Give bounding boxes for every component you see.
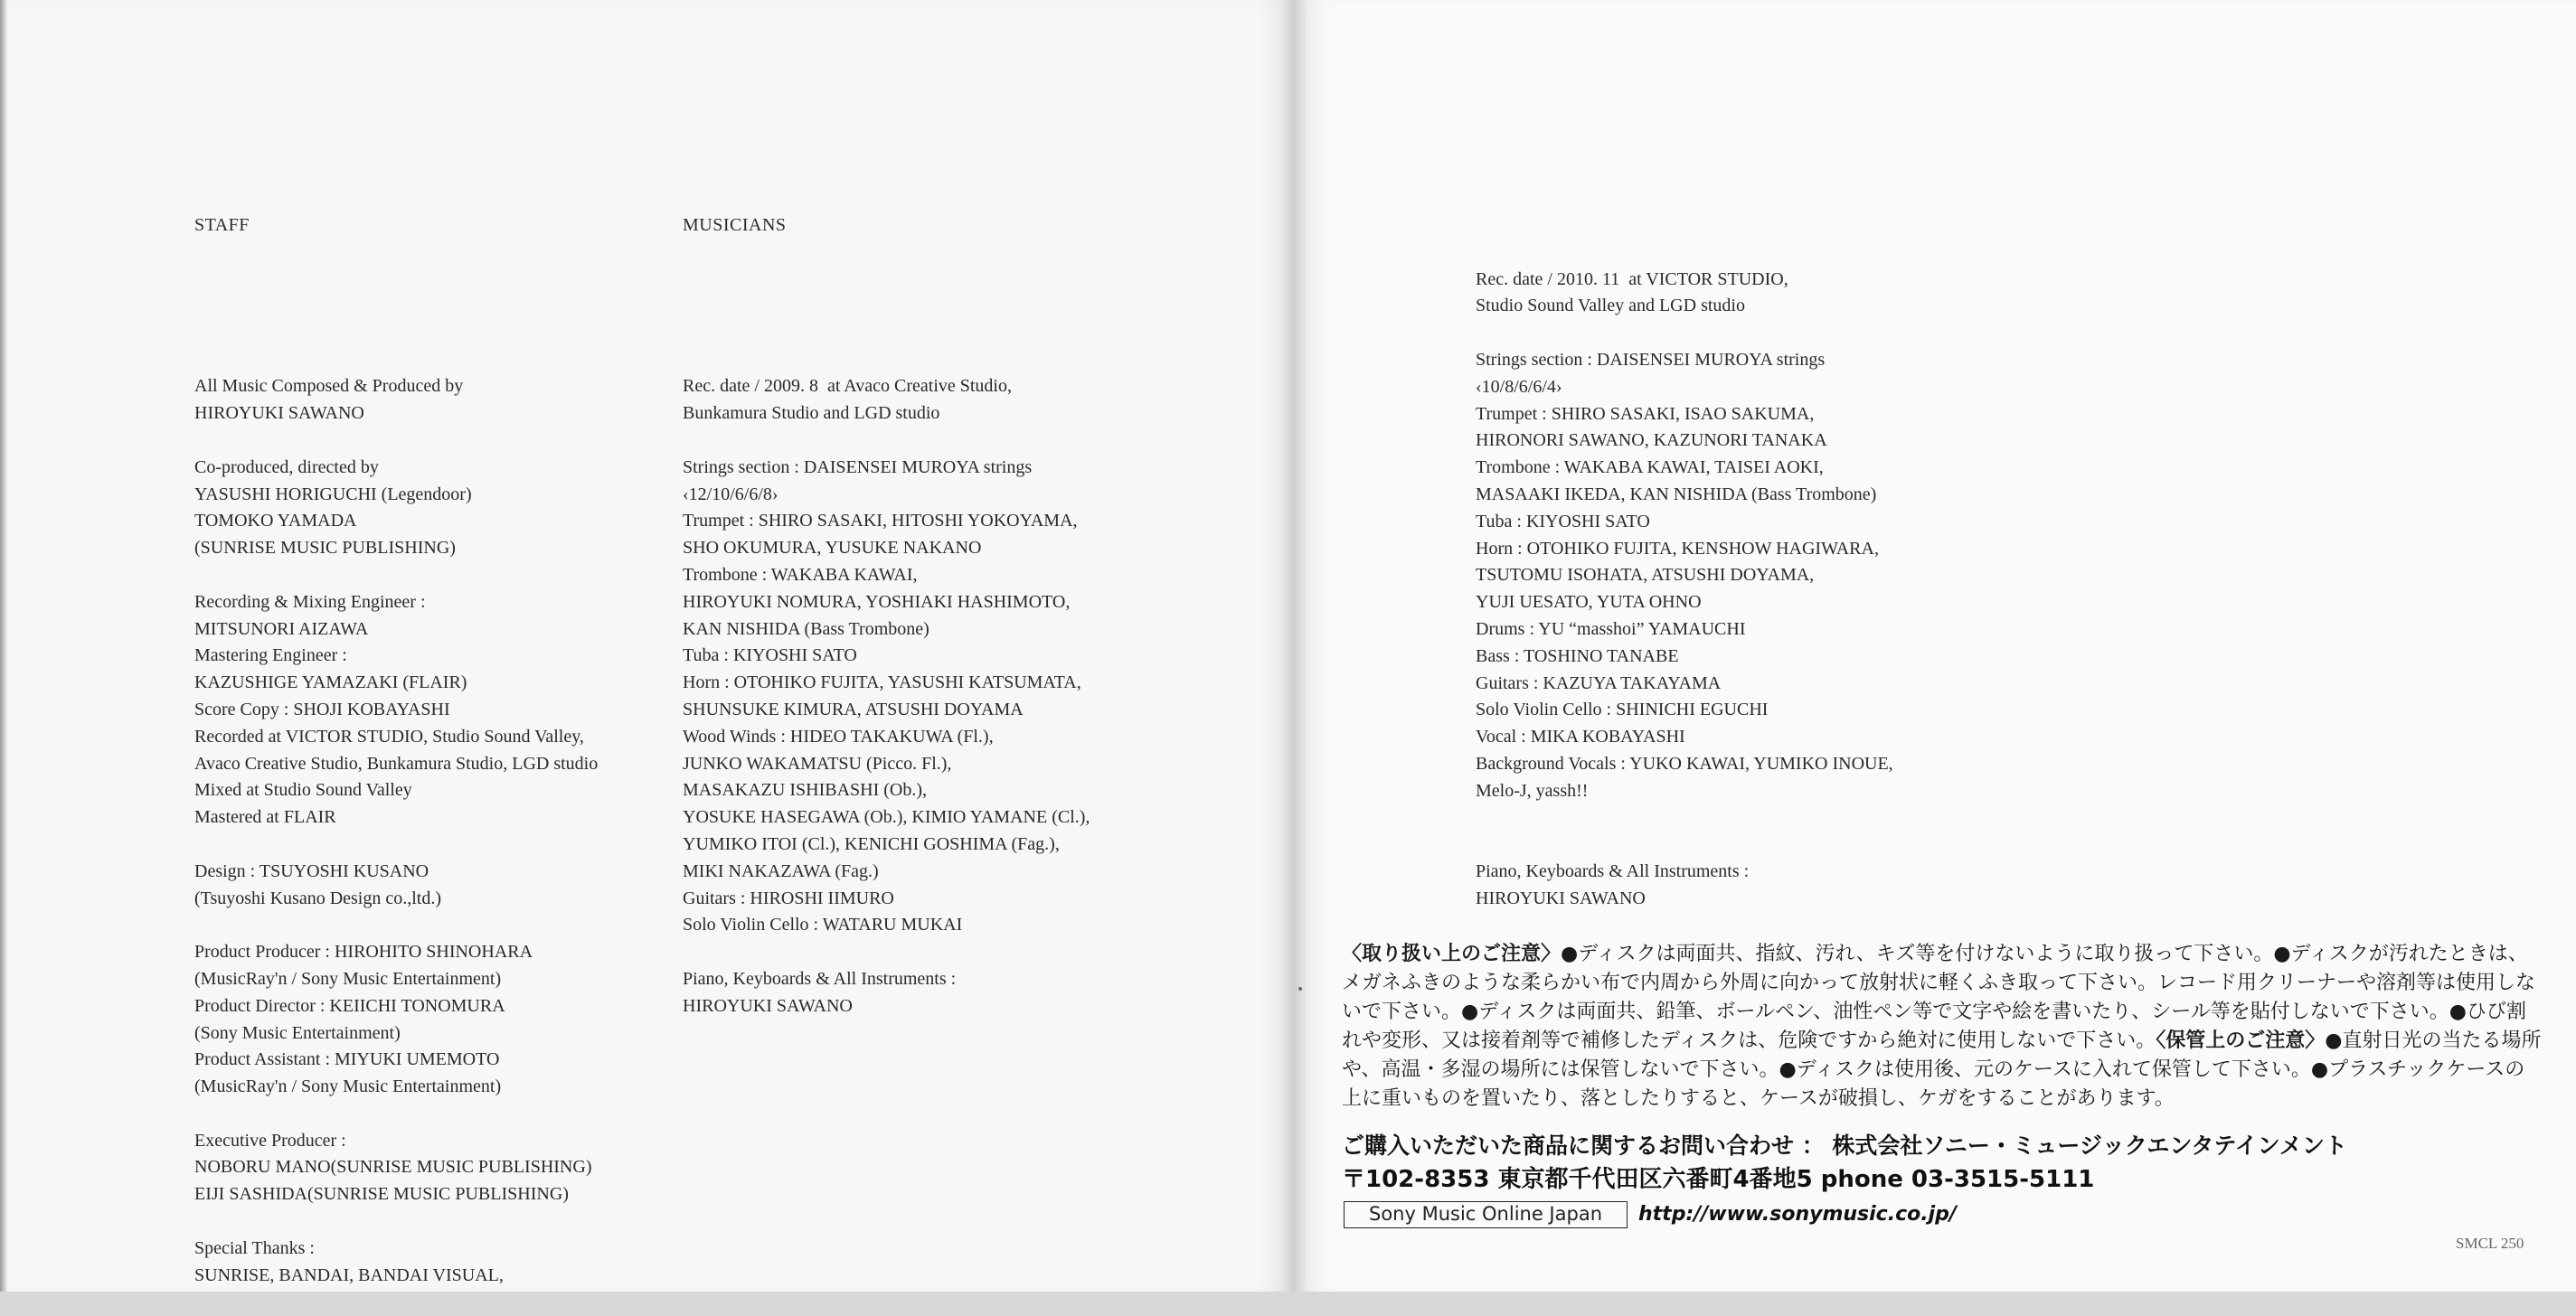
staff-credit-line: Design : TSUYOSHI KUSANO	[194, 860, 429, 881]
handling-text: ●ディスクは両面共、指紋、汚れ、キズ等を付けないように取り扱って下さい。●ディスクが汚れたときは、メガネふきのような柔らかい布で内周から外周に向かって放射状に軽くふき取って下さい。レコード用クリーナーや溶剤等は使用しないで下さい。●ディスクは両面共、鉛筆、ボールペン、油性ペン等で文字や絵を書いたり、シール等を貼付しないで下さい。●ひび割れや変形、又は接着剤等で補修したディスクは、危険ですから絶対に使用しないで下さい。	[1342, 943, 2536, 1052]
staff-credit-line: Recording & Mixing Engineer :	[194, 591, 426, 612]
staff-credit-line: KAZUSHIGE YAMAZAKI (FLAIR)	[194, 672, 467, 693]
musician-credit-line: Rec. date / 2009. 8 at Avaco Creative Studio,	[683, 376, 1012, 397]
sony-online-label: Sony Music Online Japan	[1344, 1201, 1628, 1228]
musician-credit-line: Bunkamura Studio and LGD studio	[683, 403, 940, 424]
staff-credit-line: (Sony Music Entertainment)	[194, 1022, 401, 1043]
staff-credit-line: Product Assistant : MIYUKI UMEMOTO	[194, 1049, 500, 1070]
staff-credit-line: Mixed at Studio Sound Valley	[194, 780, 412, 801]
sony-url-link[interactable]: http://www.sonymusic.co.jp/	[1638, 1203, 1957, 1226]
musician-credit-line: Studio Sound Valley and LGD studio	[1476, 296, 1745, 316]
staff-credit-line: Product Director : KEIICHI TONOMURA	[194, 995, 505, 1016]
musician-credit-line: MASAAKI IKEDA, KAN NISHIDA (Bass Trombone)	[1476, 484, 1877, 504]
handling-notice	[1342, 940, 2544, 1114]
musician-credit-line: HIROYUKI SAWANO	[683, 995, 853, 1016]
musician-credit-line: SHUNSUKE KIMURA, ATSUSHI DOYAMA	[683, 699, 1024, 719]
musician-credit-line: Piano, Keyboards & All Instruments :	[1476, 861, 1750, 882]
staff-credit-line: Co-produced, directed by	[194, 456, 379, 477]
musician-credit-line: Strings section : DAISENSEI MUROYA strings	[1476, 349, 1826, 370]
staff-credit-line: HIROYUKI SAWANO	[194, 403, 364, 424]
inquiry-line: ご購入いただいた商品に関するお問い合わせ ： 株式会社ソニー・ミュージックエンタテインメント	[1342, 1133, 2347, 1159]
staff-credits	[194, 373, 598, 1289]
musician-credit-line: Tuba : KIYOSHI SATO	[1476, 511, 1650, 531]
musicians-2010-credits	[1476, 267, 1893, 913]
staff-credit-line: TOMOKO YAMADA	[194, 511, 357, 531]
musician-credit-line: Rec. date / 2010. 11 at VICTOR STUDIO,	[1476, 268, 1788, 289]
staff-credit-line: Product Producer : HIROHITO SHINOHARA	[194, 942, 533, 963]
musician-credit-line: Solo Violin Cello : SHINICHI EGUCHI	[1476, 700, 1769, 720]
spacer	[194, 562, 598, 589]
staff-credit-line: Mastered at FLAIR	[194, 807, 336, 828]
catalog-number: SMCL 250	[2456, 1235, 2524, 1252]
musician-credit-line: Trumpet : SHIRO SASAKI, HITOSHI YOKOYAMA,	[683, 511, 1078, 531]
address-line: 〒102-8353 東京都千代田区六番町4番地5 phone 03-3515-5111	[1342, 1166, 2095, 1193]
spacer	[1476, 320, 1893, 347]
notice-paragraph	[1342, 940, 2544, 1114]
musician-credit-line: Strings section : DAISENSEI MUROYA strings	[683, 456, 1033, 477]
musician-credit-line: YOSUKE HASEGAWA (Ob.), KIMIO YAMANE (Cl.),	[683, 807, 1090, 828]
musician-credit-line: YUJI UESATO, YUTA OHNO	[1476, 592, 1702, 613]
storage-title: 〈保管上のご注意〉	[2156, 1029, 2326, 1052]
musician-credit-line: Background Vocals : YUKO KAWAI, YUMIKO INOUE,	[1476, 753, 1893, 774]
staff-credit-line: MITSUNORI AIZAWA	[194, 618, 369, 639]
musician-credit-line: Melo-J, yassh!!	[1476, 780, 1589, 801]
musician-credit-line: Guitars : HIROSHI IIMURO	[683, 888, 894, 908]
musicians-2009-column	[683, 158, 1090, 1047]
musician-credit-line: Guitars : KAZUYA TAKAYAMA	[1476, 672, 1722, 693]
musician-credit-line: Solo Violin Cello : WATARU MUKAI	[683, 915, 963, 935]
staff-credit-line: Special Thanks :	[194, 1237, 315, 1258]
staff-credit-line: Score Copy : SHOJI KOBAYASHI	[194, 699, 450, 719]
musician-credit-line: Horn : OTOHIKO FUJITA, YASUSHI KATSUMATA,	[683, 672, 1081, 693]
musician-credit-line: HIRONORI SAWANO, KAZUNORI TANAKA	[1476, 430, 1827, 451]
spacer	[683, 428, 1090, 455]
musician-credit-line: ‹10/8/6/6/4›	[1476, 376, 1562, 397]
musicians-2009-credits	[683, 373, 1090, 1020]
staff-credit-line: EIJI SASHIDA(SUNRISE MUSIC PUBLISHING)	[194, 1184, 569, 1205]
storage-text: ●直射日光の当たる場所や、高温・多湿の場所には保管しないで下さい。●ディスクは使用後、元のケースに入れて保管して下さい。●プラスチックケースの上に重いものを置いたり、落としたりすると、ケースが破損し、ケガをすることがあります。	[1342, 1029, 2542, 1110]
musicians-heading: MUSICIANS	[683, 214, 787, 235]
musician-credit-line: HIROYUKI SAWANO	[1476, 888, 1646, 908]
staff-credit-line: Executive Producer :	[194, 1130, 346, 1151]
musician-credit-line: MASAKAZU ISHIBASHI (Ob.),	[683, 780, 927, 801]
staff-credit-line: (SUNRISE MUSIC PUBLISHING)	[194, 538, 456, 559]
spacer	[194, 428, 598, 455]
musician-credit-line: Wood Winds : HIDEO TAKAKUWA (Fl.),	[683, 726, 994, 747]
scan-speck	[1298, 987, 1302, 991]
spacer	[194, 912, 598, 939]
staff-credit-line: Recorded at VICTOR STUDIO, Studio Sound Valley,	[194, 726, 584, 747]
musician-credit-line: MIKI NAKAZAWA (Fag.)	[683, 860, 879, 881]
staff-column	[194, 158, 598, 1316]
staff-credit-line: (MusicRay'n / Sony Music Entertainment)	[194, 968, 502, 989]
musician-credit-line: Trombone : WAKABA KAWAI,	[683, 564, 918, 585]
book-gutter	[1282, 0, 1306, 1292]
staff-credit-line: All Music Composed & Produced by	[194, 376, 464, 397]
spacer	[683, 939, 1090, 966]
staff-heading: STAFF	[194, 214, 250, 235]
spacer	[194, 832, 598, 859]
musician-credit-line: Trumpet : SHIRO SASAKI, ISAO SAKUMA,	[1476, 403, 1815, 424]
musician-credit-line: KAN NISHIDA (Bass Trombone)	[683, 618, 929, 639]
musician-credit-line: Bass : TOSHINO TANABE	[1476, 645, 1679, 666]
spacer	[1476, 805, 1893, 832]
staff-credit-line: Mastering Engineer :	[194, 645, 347, 666]
spacer	[1476, 832, 1893, 859]
handling-title: 〈取り扱い上のご注意〉	[1342, 943, 1562, 965]
musician-credit-line: Piano, Keyboards & All Instruments :	[683, 968, 957, 989]
musician-credit-line: JUNKO WAKAMATSU (Picco. Fl.),	[683, 753, 952, 774]
musician-credit-line: Tuba : KIYOSHI SATO	[683, 645, 857, 666]
staff-credit-line: Avaco Creative Studio, Bunkamura Studio, LGD studio	[194, 753, 599, 774]
staff-credit-line: YASUSHI HORIGUCHI (Legendoor)	[194, 484, 472, 504]
musician-credit-line: SHO OKUMURA, YUSUKE NAKANO	[683, 538, 982, 559]
staff-credit-line: SUNRISE, BANDAI, BANDAI VISUAL,	[194, 1264, 504, 1285]
musician-credit-line: Drums : YU “masshoi” YAMAUCHI	[1476, 618, 1746, 639]
musician-credit-line: HIROYUKI NOMURA, YOSHIAKI HASHIMOTO,	[683, 591, 1071, 612]
musicians-2010-column	[1476, 212, 1893, 940]
musician-credit-line: YUMIKO ITOI (Cl.), KENICHI GOSHIMA (Fag.),	[683, 833, 1060, 854]
staff-credit-line: (Tsuyoshi Kusano Design co.,ltd.)	[194, 888, 442, 908]
staff-credit-line: (MusicRay'n / Sony Music Entertainment)	[194, 1076, 502, 1097]
musician-credit-line: Horn : OTOHIKO FUJITA, KENSHOW HAGIWARA,	[1476, 538, 1879, 559]
page-edge	[0, 0, 7, 1292]
spacer	[194, 1208, 598, 1236]
musician-credit-line: TSUTOMU ISOHATA, ATSUSHI DOYAMA,	[1476, 565, 1815, 586]
staff-credit-line: NOBORU MANO(SUNRISE MUSIC PUBLISHING)	[194, 1157, 592, 1178]
musician-credit-line: Trombone : WAKABA KAWAI, TAISEI AOKI,	[1476, 457, 1824, 478]
spacer	[194, 1101, 598, 1128]
musician-credit-line: Vocal : MIKA KOBAYASHI	[1476, 727, 1685, 747]
musician-credit-line: ‹12/10/6/6/8›	[683, 484, 778, 504]
